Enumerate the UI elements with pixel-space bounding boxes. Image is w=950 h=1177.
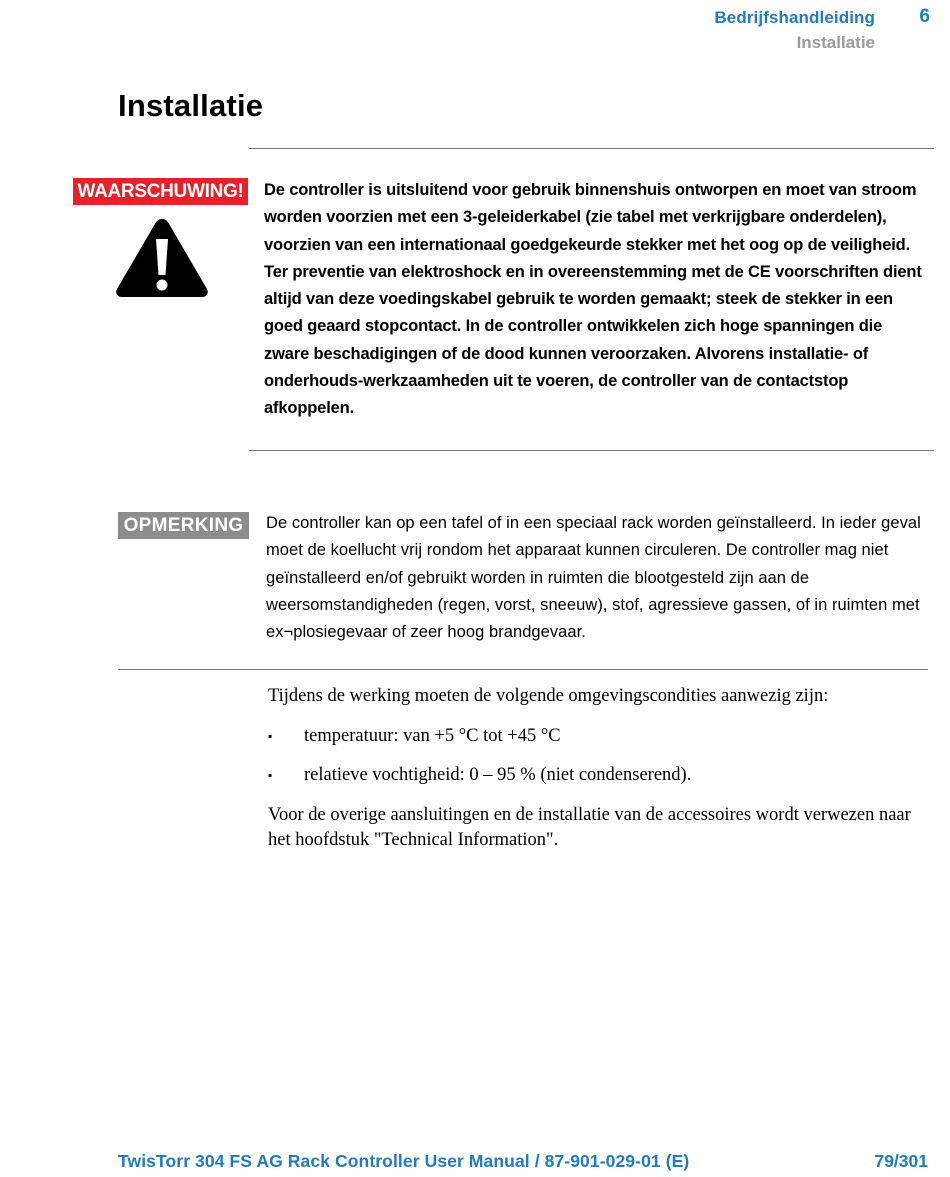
note-text: De controller kan op een tafel of in een speciaal rack worden geïnstalleerd. In ieder geval moet de koellucht vrij rondom het apparaat kunnen circuleren. De controller mag niet geïnstalleerd en/of gebruikt worden in ruimten die blootgesteld zijn aan de weersomstandigheden (regen, vorst, sneeuw), stof, agressieve gassen, of in ruimten met ex¬plosiegevaar of zeer hoog brandgevaar. [266, 514, 921, 642]
warning-bottom-divider [249, 450, 934, 451]
warning-badge: WAARSCHUWING! [73, 178, 248, 205]
bullet-icon: ▪ [268, 768, 273, 782]
running-header-title: Bedrijfshandleiding [714, 8, 875, 27]
warning-triangle-icon [112, 213, 212, 299]
list-item [268, 763, 933, 789]
body-section [268, 684, 933, 854]
chapter-number: 6 [919, 6, 930, 27]
running-header-subtitle: Installatie [796, 33, 875, 52]
warning-top-divider [249, 148, 934, 149]
footer-page-number: 79/301 [874, 1151, 928, 1171]
bullet-icon: ▪ [268, 728, 273, 743]
body-closing: Voor de overige aansluitingen en de installatie van de accessoires wordt verwezen naar het hoofdstuk "Technical Information". [268, 804, 911, 850]
list-item-text: temperatuur: van +5 °C tot +45 °C [304, 725, 561, 746]
warning-text: De controller is uitsluitend voor gebruik binnenshuis ontworpen en moet van stroom worden voorzien met een 3-geleiderkabel (zie tabel met verkrijgbare onderdelen), voorzien van een internationaal goedgekeurde stekker met het oog op de veiligheid. Ter preventie van elektroshock en in overeenstemming met de CE voorschriften dient altijd van deze voedingskabel gebruik te worden gemaakt; steek de stekker in een goed geaard stopcontact. In de controller ontwikkelen zich hoge spanningen die zware beschadigingen of de dood kunnen veroorzaken. Alvorens installatie- of onderhouds-werkzaamheden uit te voeren, de controller van de contactstop afkoppelen. [264, 181, 922, 418]
footer-manual-title: TwisTorr 304 FS AG Rack Controller User Manual / 87-901-029-01 (E) [118, 1151, 690, 1171]
note-bottom-divider [118, 669, 928, 670]
body-intro: Tijdens de werking moeten de volgende omgevingscondities aanwezig zijn: [268, 686, 829, 706]
list-item [268, 724, 933, 750]
note-badge: OPMERKING [118, 512, 249, 539]
list-item-text: relatieve vochtigheid: 0 – 95 % (niet condenserend). [304, 765, 692, 785]
page-title: Installatie [118, 88, 264, 123]
